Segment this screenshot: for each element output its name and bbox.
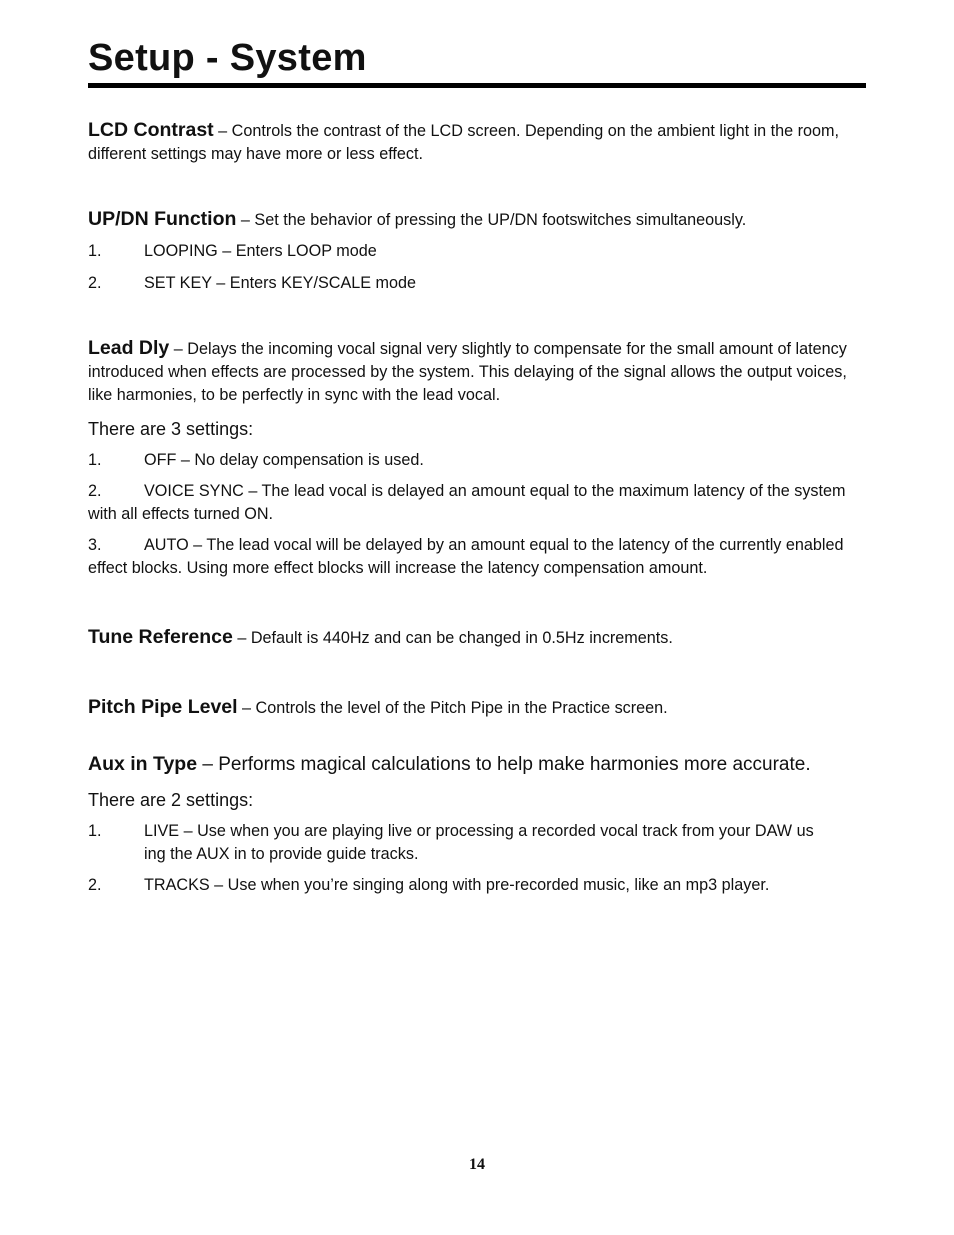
list-item-text: AUTO – The lead vocal will be delayed by an amount equal to the latency of the currently enabled effect blocks. Using more effect blocks will increase the latency compensation amount.: [88, 536, 844, 577]
updn-function-description: – Set the behavior of pressing the UP/DN footswitches simultaneously.: [236, 211, 747, 229]
list-item-text-continued: ing the AUX in to provide guide tracks.: [144, 845, 419, 863]
lead-dly-settings-intro: There are 3 settings:: [88, 419, 254, 439]
list-item-text: SET KEY – Enters KEY/SCALE mode: [144, 274, 417, 292]
list-item-number: 2.: [88, 274, 102, 292]
lcd-contrast-term: LCD Contrast: [88, 119, 214, 141]
list-item-number: 3.: [88, 536, 102, 554]
updn-function-paragraph: [88, 208, 866, 232]
list-item-text: LIVE – Use when you are playing live or processing a recorded vocal track from your DAW us: [144, 822, 814, 840]
lcd-contrast-description: – Controls the contrast of the LCD screen. Depending on the ambient light in the room, different settings may have more or less effect.: [88, 122, 840, 163]
title-rule: [88, 83, 866, 88]
pitch-pipe-level-description: – Controls the level of the Pitch Pipe in the Practice screen.: [237, 699, 668, 717]
list-item-number: 1.: [88, 822, 102, 840]
page-title: Setup - System: [88, 37, 367, 79]
aux-in-type-term: Aux in Type: [88, 753, 198, 775]
aux-in-type-settings-intro: There are 2 settings:: [88, 790, 254, 810]
aux-in-type-description: – Performs magical calculations to help make harmonies more accurate.: [197, 754, 811, 775]
list-item-number: 2.: [88, 482, 102, 500]
list-item-number: 1.: [88, 242, 102, 260]
list-item-text: VOICE SYNC – The lead vocal is delayed an amount equal to the maximum latency of the system with all effects turned ON.: [88, 482, 846, 523]
lead-dly-paragraph: [88, 337, 866, 407]
list-item-text: OFF – No delay compensation is used.: [144, 451, 424, 469]
lead-dly-description: – Delays the incoming vocal signal very slightly to compensate for the small amount of latency introduced when effects are processed by the system. This delaying of the signal allows the output voices, like harmonies, to be perfectly in sync with the lead vocal.: [88, 340, 847, 404]
tune-reference-description: – Default is 440Hz and can be changed in 0.5Hz increments.: [232, 629, 673, 647]
list-item-text: LOOPING – Enters LOOP mode: [144, 242, 377, 260]
pitch-pipe-level-paragraph: [88, 696, 866, 720]
page-number: 14: [469, 1156, 485, 1173]
list-item-number: 1.: [88, 451, 102, 469]
list-item: [88, 534, 866, 580]
list-item-text: TRACKS – Use when you’re singing along with pre-recorded music, like an mp3 player.: [144, 876, 770, 894]
tune-reference-term: Tune Reference: [88, 626, 233, 648]
pitch-pipe-level-term: Pitch Pipe Level: [88, 696, 238, 718]
updn-function-term: UP/DN Function: [88, 208, 237, 230]
lcd-contrast-paragraph: [88, 119, 866, 166]
list-item: [88, 480, 866, 526]
lead-dly-term: Lead Dly: [88, 337, 170, 359]
tune-reference-paragraph: [88, 626, 866, 650]
list-item-number: 2.: [88, 876, 102, 894]
aux-in-type-paragraph: [88, 753, 866, 777]
